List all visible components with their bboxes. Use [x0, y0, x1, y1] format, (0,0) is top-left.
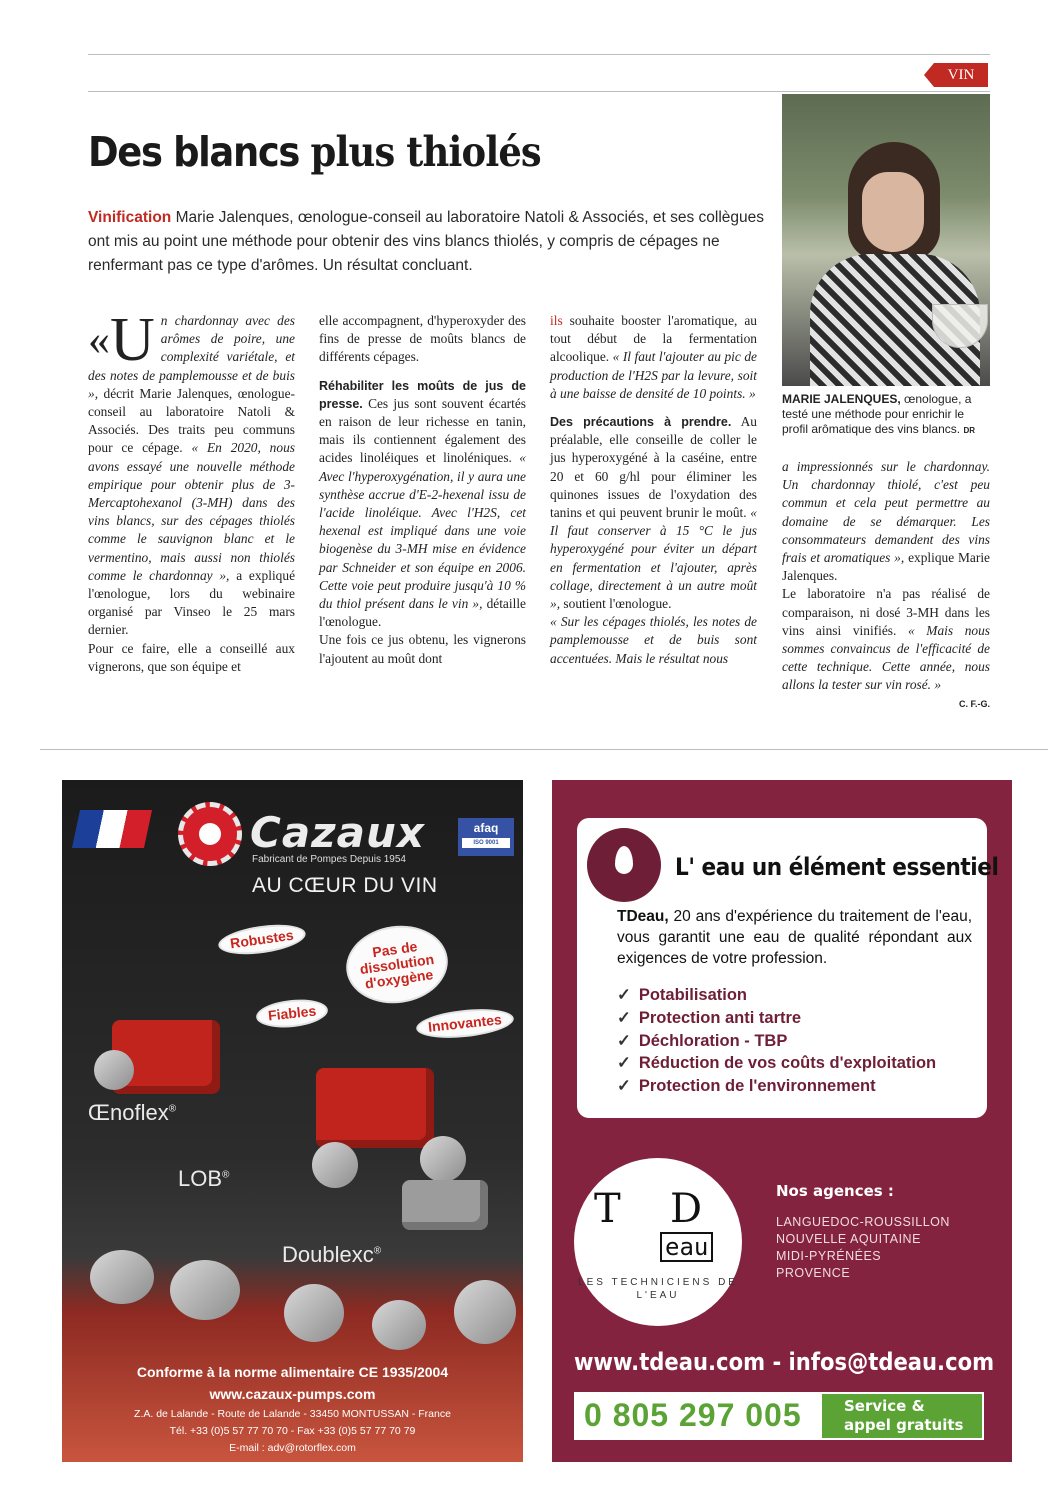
model-oenoflex: Œnoflex® — [88, 1100, 177, 1125]
model-doublexc: Doublexc® — [282, 1242, 382, 1267]
pump-part — [90, 1250, 154, 1304]
tdeau-benefits-list — [617, 984, 936, 1098]
header-rule — [88, 91, 990, 92]
model-lob: LOB® — [178, 1166, 230, 1191]
tdeau-intro: TDeau, 20 ans d'expérience du traitement de l'eau, vous garantit une eau de qualité répondant aux exigences de votre profession. — [617, 908, 973, 967]
benefit-item: ✓ Déchloration - TBP — [617, 1031, 788, 1050]
pump-part — [372, 1300, 426, 1350]
free-call-badge: Service & appel gratuits — [822, 1394, 982, 1438]
agences-title: Nos agences : — [776, 1182, 894, 1200]
tdeau-headline: L' eau un élément essentiel — [675, 853, 999, 881]
col1-paragraph-1: n chardonnay avec des arômes de poire, une complexité variétale, et des notes de pamplemousse et de buis », décrit Marie Jalenques, œnologue-conseil au laboratoire Natoli & Associés. Des traits peu communs pour ce cépage. « En 2020, nous avons essayé une nouvelle méthode empirique pour obtenir plus de 3-Mercaptohexanol (3-MH) dans des vins blancs, sur des cépages thiolés comme le sauvignon blanc et le vermentino, mais aussi non thiolés comme le chardonnay », a expliqué l'œnologue, lors du webinaire organisé par Vinseo le 25 mars dernier. — [88, 313, 296, 638]
cazaux-slogan: AU CŒUR DU VIN — [252, 874, 438, 897]
tdeau-advertisement[interactable] — [552, 780, 1012, 1462]
subheading-2: Des précautions à prendre. — [550, 415, 732, 430]
standfirst-text: Marie Jalenques, œnologue-conseil au laboratoire Natoli & Associés, et ses collègues ont mis au point une méthode pour obtenir des vins blancs thiolés, y compris de cépages ne renfermant pas ce type d'arômes. Un résultat concluant. — [88, 209, 765, 274]
region-item: PROVENCE — [776, 1266, 851, 1280]
tdeau-info-box — [577, 818, 999, 1118]
caption-text: œnologue, a testé une méthode pour enrichir le profil arômatique des vins blancs. — [782, 392, 972, 436]
title-light: Des blancs — [88, 128, 300, 176]
french-flag-icon — [72, 810, 152, 848]
region-item: LANGUEDOC-ROUSSILLON — [776, 1215, 950, 1229]
cazaux-brand: Cazaux — [250, 808, 425, 857]
pump-unit-2 — [316, 1068, 434, 1148]
badge-fiables: Fiables — [257, 998, 327, 1028]
subheading-1: Réhabiliter les moûts de jus de presse. — [319, 378, 526, 411]
region-item: MIDI-PYRÉNÉES — [776, 1249, 882, 1263]
agences-list — [776, 1214, 950, 1282]
tdeau-web-and-email[interactable]: www.tdeau.com - infos@tdeau.com — [574, 1348, 995, 1376]
region-item: NOUVELLE AQUITAINE — [776, 1232, 921, 1246]
badge-robustes: Robustes — [219, 922, 305, 956]
standfirst — [88, 206, 778, 278]
cazaux-email[interactable]: E-mail : adv@rotorflex.com — [229, 1442, 356, 1454]
dropcap: «U — [88, 306, 155, 374]
checkmark-icon: ✓ — [617, 1054, 631, 1073]
afaq-certification-badge: afaq ISO 9001 — [458, 818, 514, 856]
checkmark-icon: ✓ — [617, 986, 631, 1004]
col1-paragraph-2: Pour ce faire, elle a conseillé aux vignerons, que son équipe et — [88, 640, 295, 674]
pump-part — [454, 1280, 516, 1344]
water-drop-icon — [587, 828, 661, 902]
cazaux-tagline: Fabricant de Pompes Depuis 1954 — [252, 854, 406, 865]
title-bold: plus thiolés — [310, 128, 541, 176]
photo-credit: DR — [963, 426, 975, 435]
col4-paragraph-1: a impressionnés sur le chardonnay. Un chardonnay thiolé, c'est peu commun et cela peut permettre au domaine de se démarquer. Les consommateurs demandent des vins frais et aromatiques », explique Marie Jalenques. — [782, 459, 990, 584]
pump-wheel — [94, 1050, 134, 1090]
col4-paragraph-2: Le laboratoire n'a pas réalisé de comparaison, ni dosé 3-MH dans les vins ainsi vinifiés. « Mais nous sommes convaincus de l'efficacité de cette technique. Cette année, nous allons la tester sur vin rosé. » — [782, 586, 990, 693]
cazaux-website[interactable]: www.cazaux-pumps.com — [209, 1386, 376, 1402]
article-column-2 — [319, 312, 526, 668]
photo-caption — [782, 392, 990, 438]
col2-paragraph-1: elle accompagnent, d'hyperoxyder des fins de presse de moûts blancs de différents cépages. — [319, 313, 526, 365]
benefit-item: ✓ Protection anti tartre — [617, 1008, 802, 1027]
article-bottom-rule — [40, 749, 1048, 750]
cazaux-address: Z.A. de Lalande - Route de Lalande - 33450 MONTUSSAN - France — [134, 1408, 451, 1420]
phone-bar[interactable] — [574, 1392, 984, 1440]
caption-name: MARIE JALENQUES, — [782, 392, 901, 406]
checkmark-icon: ✓ — [617, 1008, 631, 1027]
article-column-1 — [88, 306, 296, 676]
top-rule — [88, 54, 990, 55]
pump-wheel — [420, 1136, 466, 1182]
article-column-3 — [550, 312, 757, 668]
badge-pas-de-dissolution: Pas de dissolution d'oxygène — [343, 922, 450, 1008]
cazaux-advertisement[interactable] — [62, 780, 523, 1462]
pump-wheel — [312, 1142, 358, 1188]
checkmark-icon: ✓ — [617, 1031, 631, 1050]
kicker: Vinification — [88, 209, 172, 226]
col3-paragraph-1: ils souhaite booster l'aromatique, au tout début de la fermentation alcoolique. « Il faut l'ajouter au pic de production de l'H2S par la levure, soit à une baisse de densité de 10 points. » — [550, 313, 757, 401]
portrait-photo — [782, 94, 990, 386]
col3-paragraph-2: Des précautions à prendre. Au préalable, elle conseille de coller le jus hyperoxygéné à la caséine, entre 20 et 60 g/hl pour éliminer les quinones issues de l'oxydation des tanins et qui peuvent brunir le moût. « Il faut conserver à 15 °C le jus hyperoxygéné pour éviter un départ en fermentation et l'ajouter, après collage, directement à un autre moût », soutient l'œnologue. — [550, 414, 757, 612]
col2-paragraph-2: Réhabiliter les moûts de jus de presse. Ces jus sont souvent écartés en raison de leur richesse en tanin, mais ils contiennent également des acides linoléiques et linoléniques. « Avec l'hyperoxygénation, il y aura une synthèse accrue d'E-2-hexenal issu de l'acide linoléique. Avec l'H2S, cet hexenal est impliqué dans une voie biogenèse du 3-MH mise en évidence par Schneider et son équipe en 2006. Cette voie peut produire jusqu'à 10 % du thiol présent dans le vin », détaille l'œnologue. — [319, 378, 526, 630]
benefit-item: ✓ Protection de l'environnement — [617, 1077, 876, 1096]
benefit-item: ✓ Potabilisation — [617, 986, 748, 1004]
col2-paragraph-3: Une fois ce jus obtenu, les vignerons l'ajoutent au moût dont — [319, 632, 526, 666]
author-signature: C. F.-G. — [959, 698, 990, 709]
phone-number[interactable]: 0 805 297 005 — [584, 1397, 802, 1433]
pump-part — [170, 1260, 240, 1320]
tdeau-logo: T D eau LES TECHNICIENS DE L'EAU — [574, 1158, 742, 1326]
badge-innovantes: Innovantes — [417, 1007, 513, 1040]
col3-paragraph-3: « Sur les cépages thiolés, les notes de pamplemousse et de buis sont accentuées. Mais le résultat nous — [550, 614, 757, 666]
benefit-item: ✓ Réduction de vos coûts d'exploitation — [617, 1054, 937, 1073]
tdeau-intro-brand: TDeau, — [617, 908, 669, 925]
cazaux-norm: Conforme à la norme alimentaire CE 1935/2004 — [136, 1364, 449, 1380]
logo-tagline: LES TECHNICIENS DE L'EAU — [578, 1277, 738, 1301]
checkmark-icon: ✓ — [617, 1077, 631, 1096]
pump-part — [284, 1284, 344, 1342]
gear-logo-icon — [178, 802, 242, 866]
cazaux-phones: Tél. +33 (0)5 57 77 70 70 - Fax +33 (0)5 57 77 70 79 — [169, 1425, 416, 1437]
section-tag: VIN — [934, 63, 988, 87]
article-column-4 — [782, 458, 990, 713]
pump-unit-3 — [402, 1180, 488, 1230]
article-title — [88, 128, 541, 176]
